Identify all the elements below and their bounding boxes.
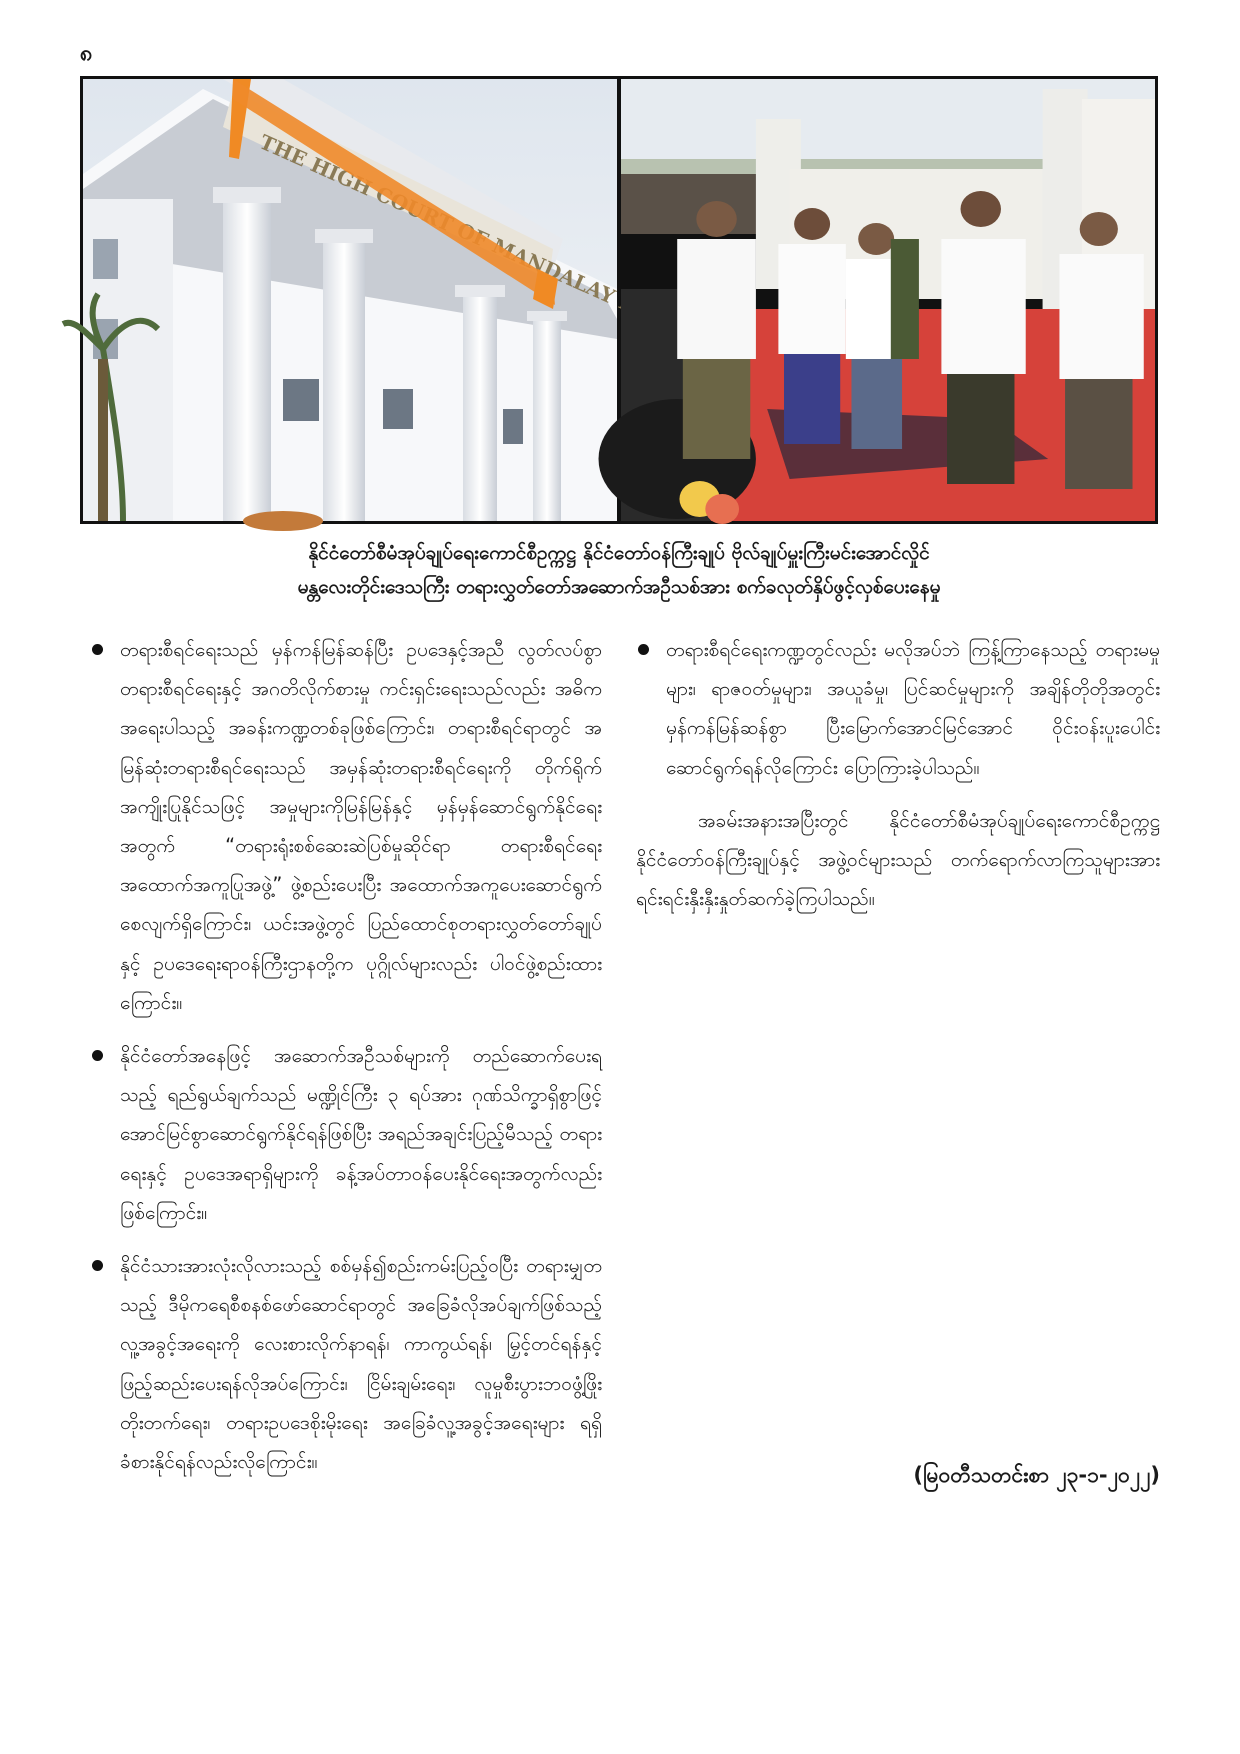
bullet-text: တရားစီရင်ရေးသည် မှန်ကန်မြန်ဆန်ပြီး ဥပဒေနှင့်အညီ လွတ်လပ်စွာ တရားစီရင်ရေးနှင့် အဂတိလိုက်စားမှု ကင်းရှင်းရေးသည်လည်း အဓိကအရေးပါသည့် အခန်းကဏ္ဍတစ်ခုဖြစ်ကြောင်း၊ တရားစီရင်ရာတွင် အမြန်ဆုံးတရားစီရင်ရေးသည် အမှန်ဆုံးတရားစီရင်ရေးကို တိုက်ရိုက်အကျိုးပြုနိုင်သဖြင့် အမှုများကိုမြန်မြန်နှင့် မှန်မှန်ဆောင်ရွက်နိုင်ရေးအတွက် “တရားရုံးစစ်ဆေးဆဲပြစ်မှုဆိုင်ရာ တရားစီရင်ရေး အထောက်အကူပြုအဖွဲ့” ဖွဲ့စည်းပေးပြီး အထောက်အကူပေးဆောင်ရွက်စေလျက်ရှိကြောင်း၊ ယင်းအဖွဲ့တွင် ပြည်ထောင်စုတရားလွှတ်တော်ချုပ်နှင့် ဥပဒေရေးရာဝန်ကြီးဌာနတို့က ပုဂ္ဂိုလ်များလည်း ပါဝင်ဖွဲ့စည်းထားကြောင်း။ [120,638,602,1014]
opening-ceremony-photo [621,79,1155,521]
bullet-icon [92,1050,103,1061]
building-illustration [83,79,617,521]
closing-paragraph: အခမ်းအနားအပြီးတွင် နိုင်ငံတော်စီမံအုပ်ချုပ်ရေးကောင်စီဥက္ကဋ္ဌ နိုင်ငံတော်ဝန်ကြီးချုပ်နှင့် အဖွဲ့ဝင်များသည် တက်ရောက်လာကြသူများအား ရင်းရင်းနှီးနှီးနှုတ်ဆက်ခဲ့ကြပါသည်။ [636,808,1160,911]
bullet-icon [638,644,649,655]
bullet-item [90,1036,602,1232]
page-number: ၈ [80,41,93,66]
photo-caption [80,536,1158,604]
caption-line-2: မန္တလေးတိုင်းဒေသကြီး တရားလွှတ်တော်အဆောက်အဦသစ်အား စက်ခလုတ်နှိပ်ဖွင့်လှစ်ပေးနေမှု [297,576,941,598]
caption-line-1: နိုင်ငံတော်စီမံအုပ်ချုပ်ရေးကောင်စီဥက္ကဋ္ဌ နိုင်ငံတော်ဝန်ကြီးချုပ် ဗိုလ်ချုပ်မှူးကြီးမင်းအောင်လှိုင် [308,542,930,564]
photo-frame [80,76,1158,524]
court-sign-text: THE HIGH MANDALAY [255,129,619,309]
bullet-text: နိုင်ငံတော်အနေဖြင့် အဆောက်အဦသစ်များကို တည်ဆောက်ပေးရသည့် ရည်ရွယ်ချက်သည် မဏ္ဍိုင်ကြီး ၃ ရပ်အား ဂုဏ်သိက္ခာရှိစွာဖြင့် အောင်မြင်စွာဆောင်ရွက်နိုင်ရန်ဖြစ်ပြီး အရည်အချင်းပြည့်မီသည့် တရားရေးနှင့် ဥပဒေအရာရှိများကို ခန့်အပ်တာဝန်ပေးနိုင်ရေးအတွက်လည်း ဖြစ်ကြောင်း။ [120,1044,602,1224]
bullet-item [90,630,602,1022]
bullet-text: တရားစီရင်ရေးကဏ္ဍတွင်လည်း မလိုအပ်ဘဲ ကြန့်ကြာနေသည့် တရားမမှုများ၊ ရာဇဝတ်မှုများ၊ အယူခံမှု၊ ပြင်ဆင်မှုများကို အချိန်တိုတိုအတွင်း မှန်ကန်မြန်ဆန်စွာ ပြီးမြောက်အောင်မြင်အောင် ဝိုင်းဝန်းပူးပေါင်းဆောင်ရွက်ရန်လိုကြောင်း ပြောကြားခဲ့ပါသည်။ [666,638,1160,779]
bullet-icon [92,1260,103,1271]
bullet-item [636,630,1160,787]
bullet-item [90,1246,602,1481]
high-court-building-photo [83,79,621,521]
bullet-icon [92,644,103,655]
left-column [90,630,602,1495]
source-citation: (မြဝတီသတင်းစာ ၂၃-၁-၂၀၂၂) [913,1463,1160,1487]
ceremony-illustration [621,79,1155,521]
right-column [636,630,1160,918]
bullet-text: နိုင်ငံသားအားလုံးလိုလားသည့် စစ်မှန်၍စည်းကမ်းပြည့်ဝပြီး တရားမျှတသည့် ဒီမိုကရေစီစနစ်ဖော်ဆောင်ရာတွင် အခြေခံလိုအပ်ချက်ဖြစ်သည့် လူ့အခွင့်အရေးကို လေးစားလိုက်နာရန်၊ ကာကွယ်ရန်၊ မြှင့်တင်ရန်နှင့် ဖြည့်ဆည်းပေးရန်လိုအပ်ကြောင်း၊ ငြိမ်းချမ်းရေး၊ လူမှုစီးပွားဘဝဖွံ့ဖြိုးတိုးတက်ရေး၊ တရားဥပဒေစိုးမိုးရေး အခြေခံလူ့အခွင့်အရေးများ ရရှိခံစားနိုင်ရန်လည်းလိုကြောင်း။ [120,1254,602,1474]
